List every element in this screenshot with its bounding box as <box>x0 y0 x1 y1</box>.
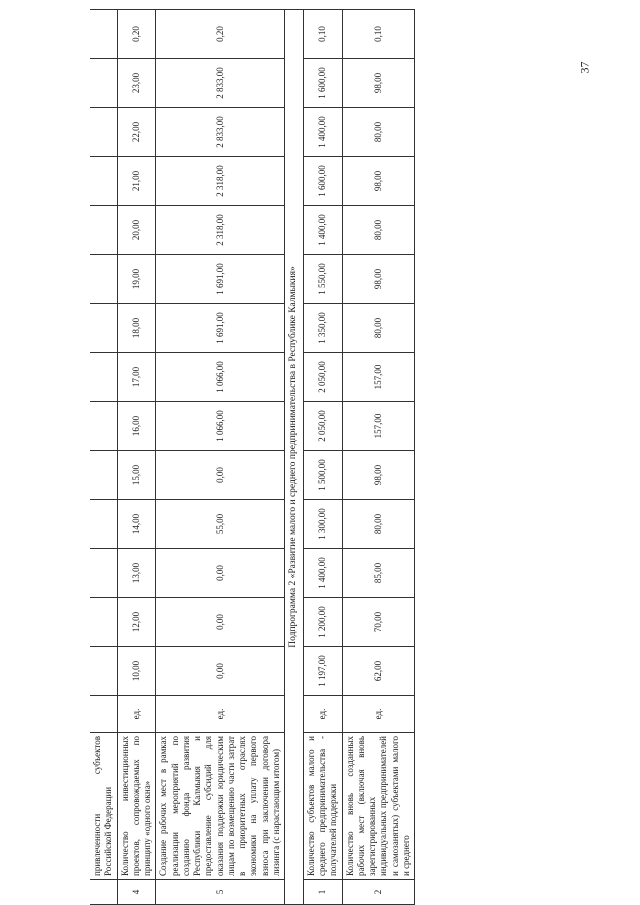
value-cell: 80,00 <box>342 500 415 549</box>
value-cell: 0,20 <box>117 10 156 59</box>
page-number: 37 <box>577 61 592 74</box>
value-cell: 1 300,00 <box>303 500 342 549</box>
value-cell: 21,00 <box>117 157 156 206</box>
empty-cell <box>90 157 117 206</box>
value-cell: 70,00 <box>342 598 415 647</box>
value-cell: 12,00 <box>117 598 156 647</box>
value-cell: 16,00 <box>117 402 156 451</box>
value-cell: 0,10 <box>342 10 415 59</box>
value-cell: 157,00 <box>342 402 415 451</box>
value-cell: 1 691,00 <box>156 304 285 353</box>
empty-cell <box>90 647 117 696</box>
empty-cell <box>90 451 117 500</box>
empty-cell <box>90 549 117 598</box>
subprogram-title: Подпрограмма 2 «Развитие малого и среднего предпринимательства в Республике Калмыкия» <box>285 10 304 905</box>
indicator-name: Количество инвестиционных проектов, сопровождаемых по принципу «одного окна» <box>117 733 156 880</box>
value-cell: 1 350,00 <box>303 304 342 353</box>
empty-cell <box>90 696 117 733</box>
value-cell: 1 400,00 <box>303 549 342 598</box>
value-cell: 80,00 <box>342 206 415 255</box>
table-row <box>342 10 415 905</box>
value-cell: 80,00 <box>342 108 415 157</box>
value-cell: 22,00 <box>117 108 156 157</box>
value-cell: 62,00 <box>342 647 415 696</box>
value-cell: 2 318,00 <box>156 206 285 255</box>
table-row <box>90 10 117 905</box>
value-cell: 1 066,00 <box>156 353 285 402</box>
indicators-table <box>90 9 415 905</box>
value-cell: 2 318,00 <box>156 157 285 206</box>
value-cell: 13,00 <box>117 549 156 598</box>
value-cell: 98,00 <box>342 451 415 500</box>
value-cell: 23,00 <box>117 59 156 108</box>
indicator-name: Количество вновь созданных рабочих мест (включая вновь зарегистрированных индивидуальных предпринимателей и самозанятых) субъектами малого и среднего <box>342 733 415 880</box>
value-cell: 0,00 <box>156 647 285 696</box>
table-row <box>117 10 156 905</box>
subprogram-row <box>285 10 304 905</box>
value-cell: 17,00 <box>117 353 156 402</box>
value-cell: 2 833,00 <box>156 108 285 157</box>
value-cell: 1 550,00 <box>303 255 342 304</box>
value-cell: 1 400,00 <box>303 108 342 157</box>
value-cell: 10,00 <box>117 647 156 696</box>
unit-cell: ед. <box>156 696 285 733</box>
value-cell: 1 500,00 <box>303 451 342 500</box>
value-cell: 1 400,00 <box>303 206 342 255</box>
empty-cell <box>90 255 117 304</box>
value-cell: 20,00 <box>117 206 156 255</box>
table-row <box>303 10 342 905</box>
value-cell: 1 066,00 <box>156 402 285 451</box>
unit-cell: ед. <box>117 696 156 733</box>
value-cell: 0,20 <box>156 10 285 59</box>
row-number: 2 <box>342 880 415 905</box>
empty-cell <box>90 304 117 353</box>
row-number: 5 <box>156 880 285 905</box>
value-cell: 98,00 <box>342 255 415 304</box>
rotated-table-frame <box>90 26 590 905</box>
value-cell: 55,00 <box>156 500 285 549</box>
value-cell: 18,00 <box>117 304 156 353</box>
row-number: 4 <box>117 880 156 905</box>
value-cell: 1 691,00 <box>156 255 285 304</box>
value-cell: 1 600,00 <box>303 157 342 206</box>
empty-cell <box>90 59 117 108</box>
value-cell: 1 200,00 <box>303 598 342 647</box>
value-cell: 80,00 <box>342 304 415 353</box>
unit-cell: ед. <box>342 696 415 733</box>
value-cell: 1 197,00 <box>303 647 342 696</box>
continuation-cell: привлеченности субъектов Российской Федерации <box>90 733 117 880</box>
empty-cell <box>90 598 117 647</box>
value-cell: 1 600,00 <box>303 59 342 108</box>
value-cell: 0,00 <box>156 598 285 647</box>
empty-cell <box>90 108 117 157</box>
table-row <box>156 10 285 905</box>
value-cell: 98,00 <box>342 59 415 108</box>
empty-cell <box>90 402 117 451</box>
empty-cell <box>90 500 117 549</box>
value-cell: 2 050,00 <box>303 402 342 451</box>
row-number: 1 <box>303 880 342 905</box>
value-cell: 2 833,00 <box>156 59 285 108</box>
value-cell: 19,00 <box>117 255 156 304</box>
value-cell: 157,00 <box>342 353 415 402</box>
value-cell: 0,00 <box>156 451 285 500</box>
value-cell: 15,00 <box>117 451 156 500</box>
empty-cell <box>90 206 117 255</box>
empty-cell <box>90 10 117 59</box>
indicator-name: Количество субъектов малого и среднего предпринимательства - получателей поддержки <box>303 733 342 880</box>
empty-cell <box>90 353 117 402</box>
value-cell: 0,10 <box>303 10 342 59</box>
value-cell: 98,00 <box>342 157 415 206</box>
value-cell: 2 050,00 <box>303 353 342 402</box>
value-cell: 14,00 <box>117 500 156 549</box>
value-cell: 0,00 <box>156 549 285 598</box>
value-cell: 85,00 <box>342 549 415 598</box>
row-number-cell <box>90 880 117 905</box>
indicator-name: Создание рабочих мест в рамках реализации мероприятий по созданию фонда развития Республики Калмыкия и предоставление субсидий для оказания поддержки юридическим лицам по возмещению части затрат в приоритетных отраслях экономики на уплату первого взноса при заключении договора лизинга (с нарастающим итогом) <box>156 733 285 880</box>
unit-cell: ед. <box>303 696 342 733</box>
